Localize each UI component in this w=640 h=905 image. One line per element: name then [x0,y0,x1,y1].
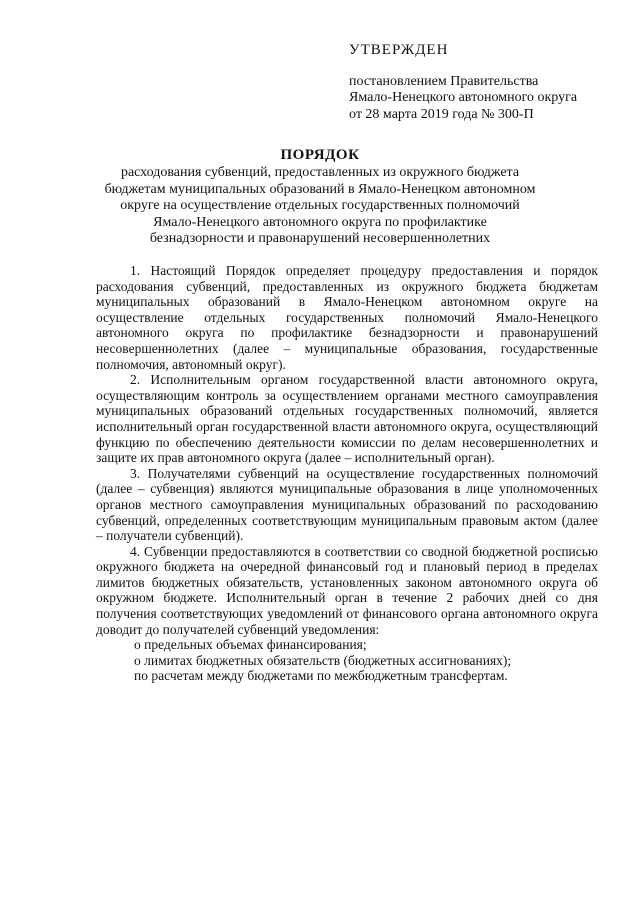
paragraph-2: 2. Исполнительным органом государственной власти автономного округа, осуществляющим контроль за осуществлением органами местного самоуправления муниципальных образований отдельных государственных полномочий, является исполнительный орган государственной власти автономного округа, осуществляющий функцию по обеспечению деятельности комиссии по делам несовершеннолетних и защите их прав автономного округа (далее – исполнительный орган). [96,372,598,466]
approval-block [349,42,577,123]
approval-line: постановлением Правительства [349,73,539,89]
subtitle-line: бюджетам муниципальных образований в Ямало-Ненецком автономном [104,181,536,197]
approval-heading: УТВЕРЖДЕН [349,42,449,58]
paragraph-1: 1. Настоящий Порядок определяет процедуру предоставления и порядок расходования субвенций, предоставленных из окружного бюджета бюджетам муниципальных образований в Ямало-Ненецком автономном округе на осуществление отдельных государственных полномочий Ямало-Ненецкого автономного округа по профилактике безнадзорности и правонарушений несовершеннолетних (далее – муниципальные образования, государственные полномочия, автономный округ). [96,263,598,372]
paragraph-4: 4. Субвенции предоставляются в соответствии со сводной бюджетной росписью окружного бюджета на очередной финансовый год и плановый период в пределах лимитов бюджетных обязательств, установленных законом автономного округа об окружном бюджете. Исполнительный орган в течение 2 рабочих дней со дня получения соответствующих уведомлений от финансового органа автономного округа доводит до получателей субвенций уведомления: [96,543,598,637]
document-body [96,263,598,684]
document-subtitle [95,165,545,248]
subtitle-line: безнадзорности и правонарушений несовершеннолетних [149,231,491,246]
list-item: о лимитах бюджетных обязательств (бюджетных ассигнованиях); [134,652,512,668]
list-item: по расчетам между бюджетами по межбюджетным трансфертам. [134,668,508,684]
approval-line: Ямало-Ненецкого автономного округа [349,90,578,105]
subtitle-line: Ямало-Ненецкого автономного округа по профилактике [153,214,487,230]
subtitle-line: округе на осуществление отдельных государственных полномочий [120,198,520,213]
subtitle-line: расходования субвенций, предоставленных из окружного бюджета [120,165,520,180]
paragraph-3: 3. Получателями субвенций на осуществление государственных полномочий (далее – субвенция) являются муниципальные образования в лице уполномоченных органов местного самоуправления муниципальных образований по расходованию субвенций, определенных соответствующим муниципальным правовым актом (далее – получатели субвенций). [96,465,598,544]
approval-line: от 28 марта 2019 года № 300-П [349,106,534,122]
document-title: ПОРЯДОК [280,147,360,163]
list-item: о предельных объемах финансирования; [134,637,367,653]
